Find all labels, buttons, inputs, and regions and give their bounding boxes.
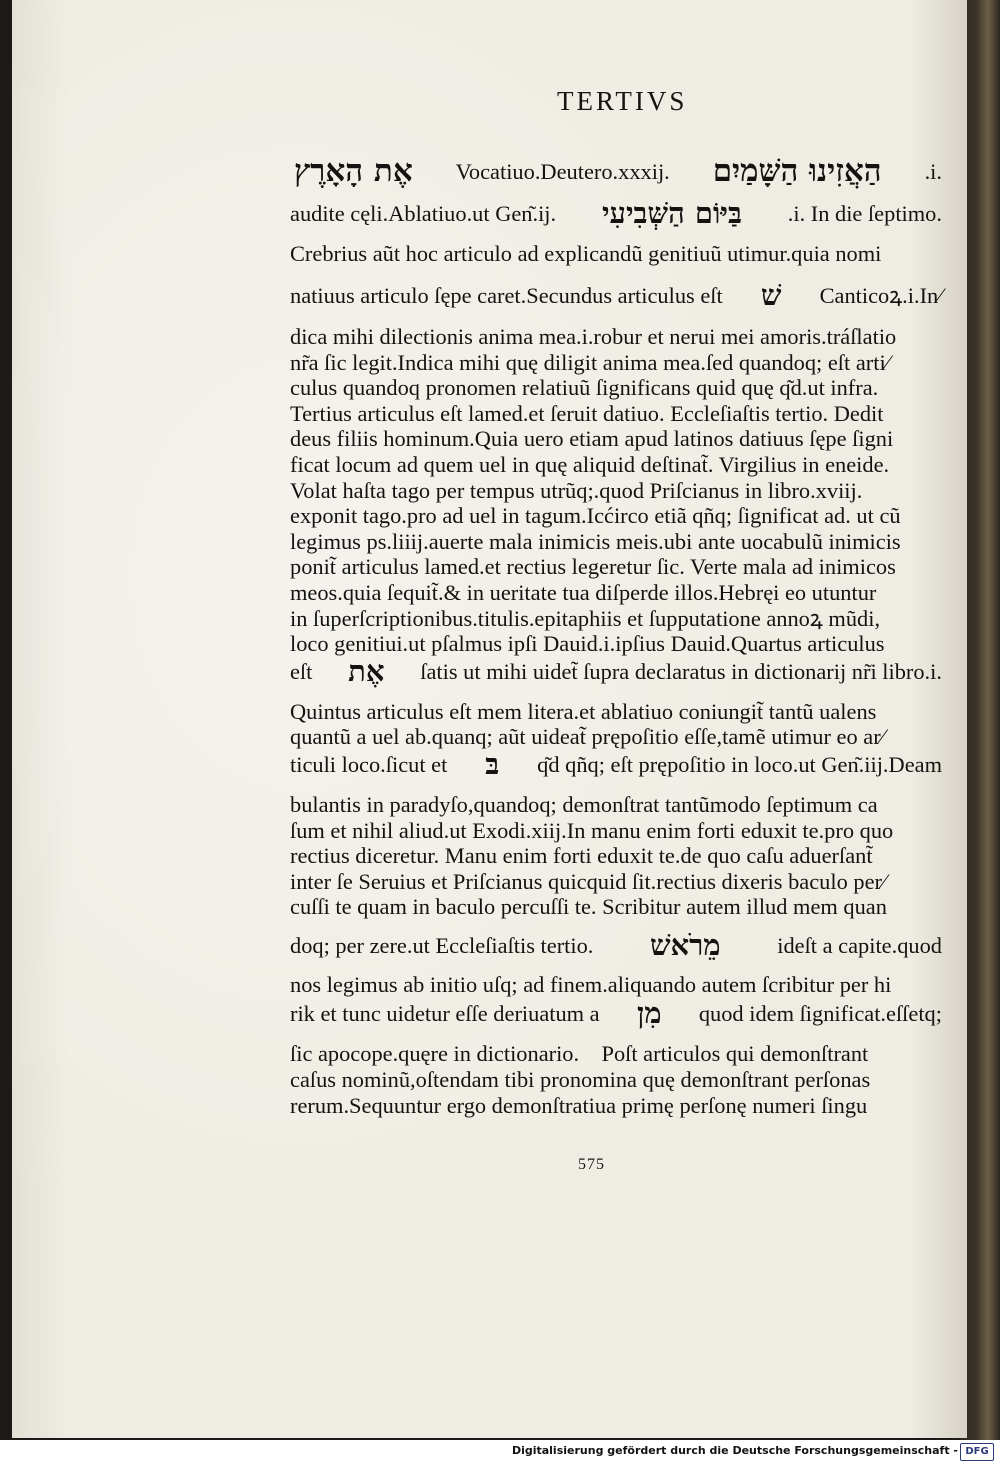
text-line-14: ponit̃ articulus lamed.et rectius legeretur ſic. Verte mala ad inimicos [290, 554, 896, 580]
hebrew-word: אֶת [348, 653, 385, 688]
text-line-10: ficat locum ad quem uel in quę aliquid deſtinat̃. Virgilius in eneide. [290, 451, 890, 477]
latin-text: Canticoꝝ.i.In⁄ [819, 283, 942, 309]
text-line-12: exponit tago.pro ad uel in tagum.Icćirco etiã qñq; ſignificat ad. ut cũ [290, 503, 901, 529]
text-line-13: legimus ps.liiij.auerte mala inimicis meis.ubi ante uocabulũ inimicis [290, 528, 901, 554]
text-line-7: culus quandoq pronomen relatiuũ ſignificans quid quę q͂d.ut infra. [290, 375, 879, 401]
text-line-23: ſum et nihil aliud.ut Exodi.xiij.In manu enim forti eduxit te.pro quo [290, 817, 894, 843]
text-line-1 [290, 150, 942, 194]
text-line-4 [290, 274, 942, 318]
text-line-30: ſic apocope.quęre in dictionario. Poſt articulos qui demonſtrant [290, 1041, 869, 1067]
hebrew-letter: בּ [485, 747, 500, 782]
latin-text: Vocatiuo.Deutero.xxxij. [455, 159, 670, 185]
hebrew-word: בַּיּוֹם הַשְּׁבִיעִי [601, 196, 742, 231]
text-line-27 [290, 924, 942, 968]
latin-text: .i. [924, 159, 942, 185]
latin-text: natiuus articulo ſępe caret.Secundus articulus eſt [290, 283, 723, 309]
text-line-9: deus filiis hominum.Quia uero etiam apud latinos datiuus ſępe ſigni [290, 426, 894, 452]
latin-text: q͂d qñq; eſt prępoſitio in loco.ut Gen͂.iij.Deam [537, 752, 942, 778]
hebrew-word: מִן [636, 995, 662, 1030]
latin-text: audite cęli.Ablatiuo.ut Gen͂.ij. [290, 201, 557, 227]
text-line-22: bulantis in paradyſo,quandoq; demonſtrat tantũmodo ſeptimum ca [290, 791, 878, 817]
latin-text: .i. In die ſeptimo. [787, 201, 942, 227]
running-head: TERTIVS [557, 86, 688, 116]
text-line-20: quantũ a uel ab.quanq; aũt uideat̃ prępoſitio eſſe,tamẽ utimur eo ar⁄ [290, 724, 885, 750]
text-line-29 [290, 997, 942, 1029]
text-line-8: Tertius articulus eſt lamed.et ſeruit datiuo. Eccleſiaſtis tertio. Dedit [290, 400, 884, 426]
latin-text: ideſt a capite.quod [777, 933, 942, 959]
text-line-2 [290, 194, 942, 234]
latin-text: rik et tunc uidetur eſſe deriuatum a [290, 1000, 600, 1026]
text-line-31: caſus nominũ,oſtendam tibi pronomina quę demonſtrant perſonas [290, 1067, 871, 1093]
text-line-11: Volat haſta tago per tempus utrũq;.quod Priſcianus in libro.xviij. [290, 477, 863, 503]
text-line-18 [290, 653, 942, 688]
text-line-5: dica mihi dilectionis anima mea.i.robur et nerui mei amoris.tráſlatio [290, 324, 897, 349]
text-line-6: nr̃a ſic legit.Indica mihi quę diligit anima mea.ſed quandoq; eſt arti⁄ [290, 349, 890, 375]
hebrew-word: מֵרֹאשׁ [650, 928, 721, 963]
text-line-28: nos legimus ab initio uſq; ad finem.aliquando autem ſcribitur per hi [290, 971, 892, 997]
text-line-21 [290, 747, 942, 782]
latin-text: ſatis ut mihi uidet̃ ſupra declaratus in dictionarij nr̃i libro.i. [420, 658, 942, 684]
text-line-16: in ſuperſcriptionibus.titulis.epitaphiis et ſupputatione annoꝝ mũdi, [290, 605, 881, 631]
book-page [12, 0, 967, 1438]
text-line-15: meos.quia ſequit̃.& in ueritate tua diſperde illos.Hebręi eo utuntur [290, 579, 877, 605]
latin-text: quod idem ſignificat.eſſetq; [698, 1000, 942, 1026]
latin-text: doq; per zere.ut Eccleſiaſtis tertio. [290, 933, 594, 959]
text-line-3: Crebrius aũt hoc articulo ad explicandũ genitiuũ utimur.quia nomi [290, 241, 882, 267]
text-line-24: rectius diceretur. Manu enim forti eduxit te.de quo caſu aduerſant̃ [290, 843, 873, 869]
text-line-26: cuſſi te quam in baculo percuſſi te. Scribitur autem illud mem quan [290, 894, 887, 920]
hebrew-letter: שׁ [760, 278, 782, 313]
dfg-logo: DFG [960, 1443, 994, 1461]
text-line-32: rerum.Sequuntur ergo demonſtratiua primę perſonę numeri ſingu [290, 1092, 868, 1118]
page-number: 575 [578, 1156, 605, 1173]
text-line-19: Quintus articulus eſt mem litera.et ablatiuo coniungit̃ tantũ ualens [290, 698, 877, 724]
text-block [290, 150, 942, 1118]
hebrew-word: אֶת הָאָרֶץ [294, 153, 413, 190]
latin-text: eſt [290, 658, 313, 684]
text-line-25: inter ſe Seruius et Priſcianus quicquid ſit.rectius dixeris baculo per⁄ [290, 868, 886, 894]
latin-text: ticuli loco.ſicut et [290, 752, 448, 778]
funding-credit: Digitalisierung gefördert durch die Deutsche Forschungsgemeinschaft - [511, 1444, 958, 1457]
hebrew-word: ה͏ַאֲזִינוּ הַשָּׁמַיִם [712, 153, 882, 190]
text-line-17: loco genitiui.ut pſalmus ipſi Dauid.i.ipſius Dauid.Quartus articulus [290, 631, 885, 657]
